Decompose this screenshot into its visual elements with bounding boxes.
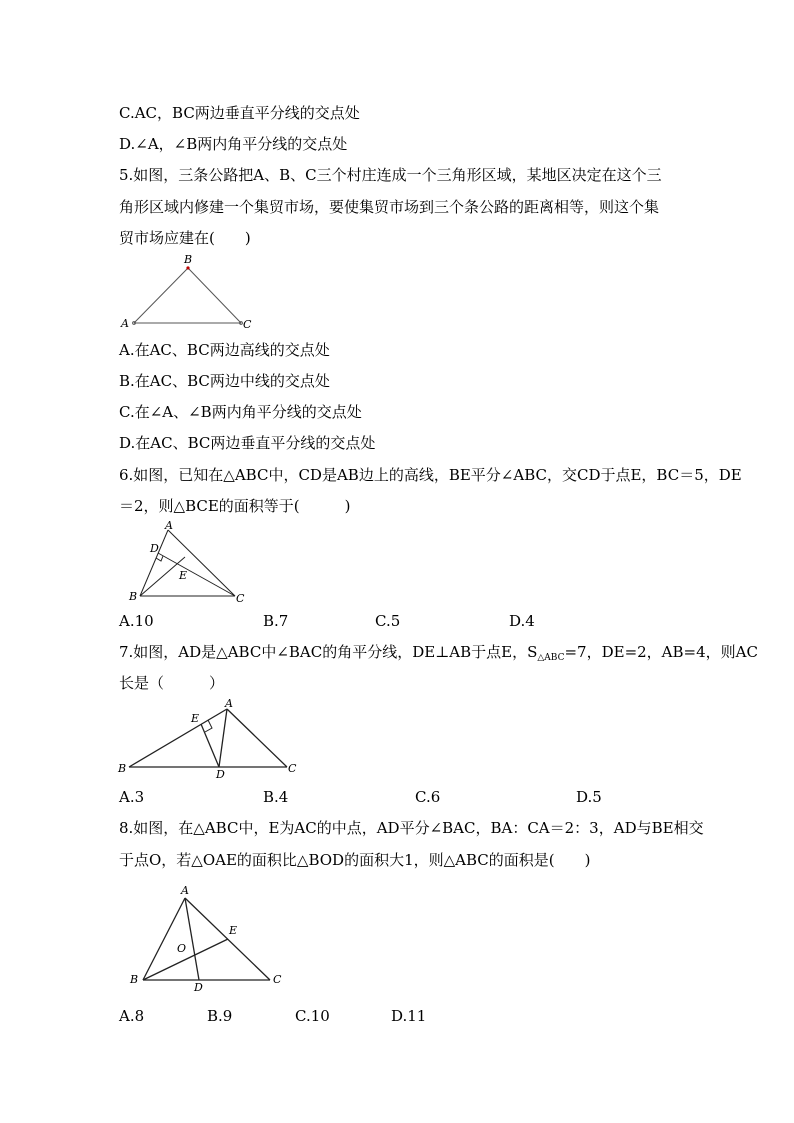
q6-option-a: A.10 xyxy=(119,612,154,630)
q7-text-part-2: =7，DE=2，AB=4，则AC xyxy=(564,643,758,661)
q7-triangle-figure xyxy=(115,697,305,782)
q7-text-line-1 xyxy=(119,642,758,665)
q5-label-b: B xyxy=(184,253,193,266)
q5-text-line-1: 5.如图，三条公路把A、B、C三个村庄连成一个三角形区域，某地区决定在这个三 xyxy=(119,166,662,184)
q6-option-b: B.7 xyxy=(263,612,289,630)
q5-text-line-2: 角形区域内修建一个集贸市场，要使集贸市场到三个条公路的距离相等，则这个集 xyxy=(119,198,660,216)
q6-label-c: C xyxy=(236,592,245,605)
q8-label-b: B xyxy=(130,973,139,986)
q8-triangle-figure xyxy=(125,880,295,995)
q8-option-a: A.8 xyxy=(119,1007,145,1025)
q7-area-subscript: △ABC xyxy=(537,653,565,663)
q6-label-d: D xyxy=(150,542,159,555)
q5-option-a: A.在AC、BC两边高线的交点处 xyxy=(119,341,330,359)
q8-label-o: O xyxy=(177,942,187,955)
q5-label-c: C xyxy=(243,318,252,331)
q5-option-c: C.在∠A、∠B两内角平分线的交点处 xyxy=(119,403,362,421)
q8-label-d: D xyxy=(194,981,203,994)
q5-option-d: D.在AC、BC两边垂直平分线的交点处 xyxy=(119,434,376,452)
q6-label-b: B xyxy=(129,590,138,603)
q7-label-e: E xyxy=(191,712,200,725)
q7-label-a: A xyxy=(225,697,233,710)
q7-text-part-1: 7.如图，AD是△ABC中∠BAC的角平分线，DE⊥AB于点E，S xyxy=(119,643,538,661)
q7-label-b: B xyxy=(118,762,127,775)
q7-option-c: C.6 xyxy=(415,788,441,806)
q8-text-line-2: 于点O，若△OAE的面积比△BOD的面积大1，则△ABC的面积是( ) xyxy=(119,851,591,869)
q5-triangle-figure xyxy=(118,253,268,333)
q8-option-b: B.9 xyxy=(207,1007,233,1025)
q6-triangle-figure xyxy=(118,520,258,605)
q4-option-c: C.AC，BC两边垂直平分线的交点处 xyxy=(119,104,360,122)
q8-option-d: D.11 xyxy=(391,1007,427,1025)
q7-text-line-2: 长是（ ） xyxy=(119,674,225,692)
q4-option-d: D.∠A，∠B两内角平分线的交点处 xyxy=(119,135,348,153)
q5-text-line-3: 贸市场应建在( ) xyxy=(119,229,251,247)
q6-label-e: E xyxy=(179,569,188,582)
q8-text-line-1: 8.如图，在△ABC中，E为AC的中点，AD平分∠BAC，BA：CA＝2：3，AD与BE相交 xyxy=(119,819,704,837)
q6-option-c: C.5 xyxy=(375,612,401,630)
q7-option-b: B.4 xyxy=(263,788,289,806)
q7-option-d: D.5 xyxy=(576,788,602,806)
q5-option-b: B.在AC、BC两边中线的交点处 xyxy=(119,372,330,390)
q5-label-a: A xyxy=(121,317,129,330)
q7-label-d: D xyxy=(216,768,225,781)
q6-text-line-1: 6.如图，已知在△ABC中，CD是AB边上的高线，BE平分∠ABC，交CD于点E，BC＝5，DE xyxy=(119,466,742,484)
q7-option-a: A.3 xyxy=(119,788,145,806)
q8-label-e: E xyxy=(229,924,238,937)
q8-option-c: C.10 xyxy=(295,1007,330,1025)
q8-label-a: A xyxy=(181,884,189,897)
q7-label-c: C xyxy=(288,762,297,775)
q6-label-a: A xyxy=(165,519,173,532)
q8-label-c: C xyxy=(273,973,282,986)
q6-text-line-2: ＝2，则△BCE的面积等于( ) xyxy=(119,497,351,515)
q6-option-d: D.4 xyxy=(509,612,535,630)
